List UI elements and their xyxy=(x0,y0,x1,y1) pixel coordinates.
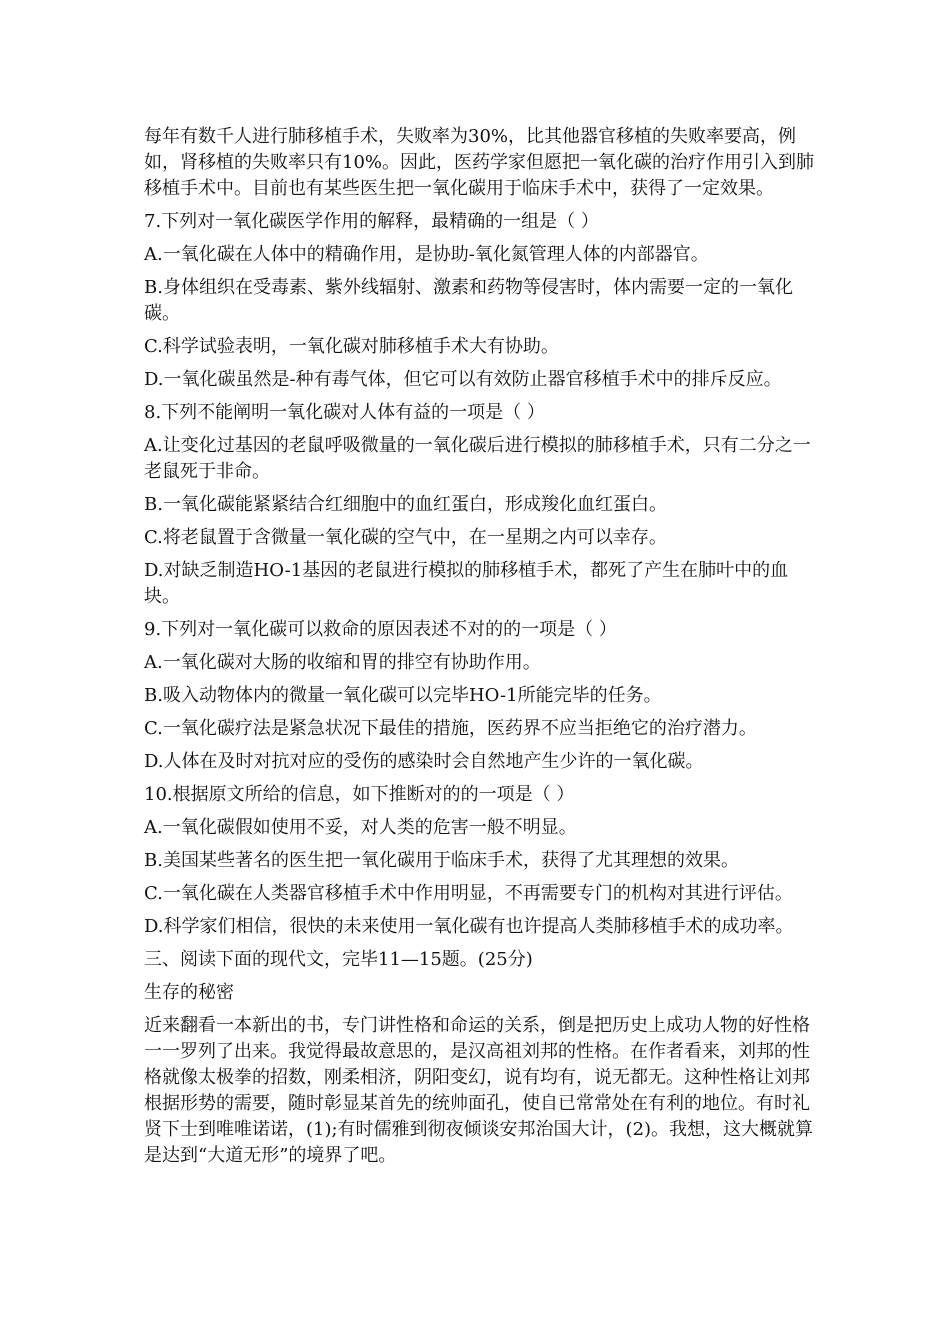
article-title: 生存的秘密 xyxy=(144,982,234,1003)
option-d: D.科学家们相信，很快的未来使用一氧化碳有也许提高人类肺移植手术的成功率。 xyxy=(144,916,794,937)
document-page xyxy=(144,124,814,1169)
option-a: A.一氧化碳在人体中的精确作用，是协助-氧化氮管理人体的内部器官。 xyxy=(144,244,709,265)
option-a: A.让变化过基因的老鼠呼吸微量的一氧化碳后进行模拟的肺移植手术，只有二分之一老鼠死于非命。 xyxy=(144,435,811,482)
option-b: B.美国某些著名的医生把一氧化碳用于临床手术，获得了尤其理想的效果。 xyxy=(144,850,739,871)
option-b: B.身体组织在受毒素、紫外线辐射、激素和药物等侵害时，体内需要一定的一氧化碳。 xyxy=(144,277,793,324)
question-8 xyxy=(144,400,814,610)
question-7 xyxy=(144,209,814,393)
question-stem: 10.根据原文所给的信息，如下推断对的的一项是（ ） xyxy=(144,784,575,805)
option-c: C.将老鼠置于含微量一氧化碳的空气中，在一星期之内可以幸存。 xyxy=(144,527,667,548)
option-c: C.科学试验表明，一氧化碳对肺移植手术大有协助。 xyxy=(144,336,559,357)
question-stem: 8.下列不能阐明一氧化碳对人体有益的一项是（ ） xyxy=(144,402,545,423)
question-9 xyxy=(144,617,814,775)
option-d: D.对缺乏制造HO-1基因的老鼠进行模拟的肺移植手术，都死了产生在肺叶中的血块。 xyxy=(144,560,789,607)
question-10 xyxy=(144,782,814,940)
option-b: B.吸入动物体内的微量一氧化碳可以完毕HO-1所能完毕的任务。 xyxy=(144,685,662,706)
option-a: A.一氧化碳假如使用不妥，对人类的危害一般不明显。 xyxy=(144,817,577,838)
question-stem: 7.下列对一氧化碳医学作用的解释，最精确的一组是（ ） xyxy=(144,211,599,232)
question-stem: 9.下列对一氧化碳可以救命的原因表述不对的的一项是（ ） xyxy=(144,619,617,640)
option-a: A.一氧化碳对大肠的收缩和胃的排空有协助作用。 xyxy=(144,652,541,673)
option-d: D.人体在及时对抗对应的受伤的感染时会自然地产生少许的一氧化碳。 xyxy=(144,751,704,772)
intro-paragraph: 每年有数千人进行肺移植手术，失败率为30%，比其他器官移植的失败率要高，例如，肾移植的失败率只有10%。因此，医药学家但愿把一氧化碳的治疗作用引入到肺移植手术中。目前也有某些医生把一氧化碳用于临床手术中，获得了一定效果。 xyxy=(144,126,815,199)
option-d: D.一氧化碳虽然是-种有毒气体，但它可以有效防止器官移植手术中的排斥反应。 xyxy=(144,369,782,390)
option-b: B.一氧化碳能紧紧结合红细胞中的血红蛋白，形成羧化血红蛋白。 xyxy=(144,494,667,515)
section-heading: 三、阅读下面的现代文，完毕11—15题。(25分) xyxy=(144,949,533,970)
article-paragraph: 近来翻看一本新出的书，专门讲性格和命运的关系，倒是把历史上成功人物的好性格一一罗列了出来。我觉得最故意思的，是汉高祖刘邦的性格。在作者看来，刘邦的性格就像太极拳的招数，刚柔相济，阴阳变幻，说有均有，说无都无。这种性格让刘邦根据形势的需要，随时彰显某首先的统帅面孔，使自已常常处在有利的地位。有时礼贤下士到唯唯诺诺，(1);有时儒雅到彻夜倾谈安邦治国大计，(2)。我想，这大概就算是达到“大道无形”的境界了吧。 xyxy=(144,1015,814,1166)
option-c: C.一氧化碳疗法是紧急状况下最佳的措施，医药界不应当拒绝它的治疗潜力。 xyxy=(144,718,757,739)
option-c: C.一氧化碳在人类器官移植手术中作用明显，不再需要专门的机构对其进行评估。 xyxy=(144,883,793,904)
